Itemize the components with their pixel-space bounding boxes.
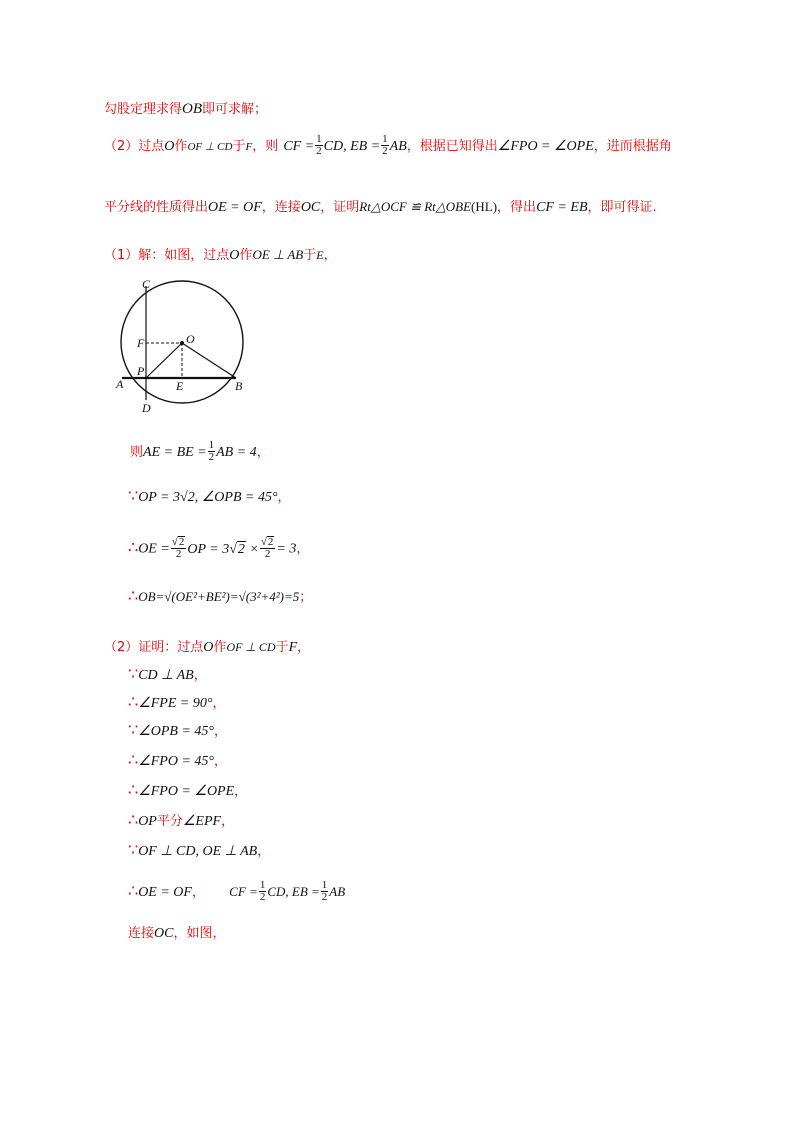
therefore-symbol: ∴ xyxy=(128,780,139,799)
part2-heading xyxy=(104,636,310,656)
intro-text: ，得出 xyxy=(497,200,537,215)
proof-text: ， xyxy=(234,784,248,799)
fraction-root2-over-2: $\frac{√2}{2}$ xyxy=(171,536,185,560)
intro-text: ，进而根据角 xyxy=(593,139,672,154)
therefore-symbol: ∴ xyxy=(128,810,139,829)
therefore-symbol: ∴ xyxy=(128,881,139,900)
therefore-symbol: ∴ xyxy=(128,537,139,557)
math-O: O xyxy=(203,640,214,655)
math-F: F xyxy=(245,141,253,153)
because-symbol: ∵ xyxy=(128,720,139,739)
proof-math: ∠EPF xyxy=(182,814,222,829)
fraction-root2-over-2: $\frac{√2}{2}$ xyxy=(260,536,274,560)
math-AB-4: AB = 4 xyxy=(216,445,257,460)
proof-text: ，如图， xyxy=(173,926,226,941)
math-E: E xyxy=(316,248,324,262)
step-text: ； xyxy=(299,590,313,605)
intro-text: 勾股定理求得 xyxy=(104,102,183,117)
proof-row-5 xyxy=(128,780,247,800)
proof-row-6 xyxy=(128,810,234,830)
step-4 xyxy=(128,586,312,605)
proof-row-9 xyxy=(128,922,225,942)
part1-heading xyxy=(104,244,337,264)
fraction-half: $\frac{1}{2}$ xyxy=(382,133,388,157)
intro-text: 过点 xyxy=(138,139,165,154)
proof-math: ∠FPE = 90° xyxy=(138,696,213,711)
part-text: 证明：过点 xyxy=(138,640,204,655)
math-HL: (HL) xyxy=(471,199,498,214)
math-AB: AB xyxy=(329,884,346,899)
math-O: O xyxy=(229,248,240,263)
math-CD-EB: CD, EB = xyxy=(267,884,320,899)
math-OP-angle: OP = 3√2, ∠OPB = 45° xyxy=(138,490,278,505)
part-text: 解：如图，过点 xyxy=(138,248,230,263)
intro-text: ，即可得证. xyxy=(587,200,657,215)
math-CD-EB: CD, EB = xyxy=(323,139,381,154)
math-AB: AB xyxy=(389,139,407,154)
math-AE-BE: AE = BE = xyxy=(143,445,207,460)
segment-OB xyxy=(182,343,236,378)
because-symbol: ∵ xyxy=(128,486,139,505)
label-F: F xyxy=(137,336,145,350)
intro-text: 作 xyxy=(174,139,188,154)
proof-text: ， xyxy=(257,844,271,859)
intro-line-1 xyxy=(104,98,267,118)
label-P: P xyxy=(137,364,145,378)
math-OP-eq: OP = 3√2 × xyxy=(187,541,259,557)
math-OB-result: OB=√(OE²+BE²)=√(3²+4²)=5 xyxy=(138,589,300,604)
label-D: D xyxy=(142,401,151,415)
proof-text: ， xyxy=(214,754,228,769)
part-text: 作 xyxy=(213,640,227,655)
therefore-symbol: ∴ xyxy=(128,586,139,605)
step-1 xyxy=(130,440,270,463)
intro-text: 即可求解； xyxy=(202,102,268,117)
step-text: ， xyxy=(256,445,270,460)
proof-math: ∠OPB = 45° xyxy=(138,724,214,739)
math-FPO-OPE: ∠FPO = ∠OPE xyxy=(497,139,594,154)
part-text: ， xyxy=(297,640,311,655)
proof-text: ， xyxy=(193,668,207,683)
math-eq-3: = 3 xyxy=(276,541,297,557)
proof-row-2 xyxy=(128,692,225,712)
proof-math: OP xyxy=(138,814,157,829)
part-label: （2） xyxy=(104,139,139,154)
label-O: O xyxy=(186,332,195,346)
proof-row-7 xyxy=(128,840,270,860)
intro-text: 平分线的性质得出 xyxy=(104,200,209,215)
part-text: 作 xyxy=(239,248,253,263)
step-3 xyxy=(128,536,309,560)
proof-math: OE = OF xyxy=(138,885,192,900)
intro-text: 于 xyxy=(232,139,246,154)
intro-text: ，证明 xyxy=(320,200,360,215)
part-text: 于 xyxy=(303,248,317,263)
proof-text: ， xyxy=(212,696,226,711)
fraction-half: $\frac{1}{2}$ xyxy=(259,879,266,903)
geometry-figure xyxy=(112,276,252,416)
proof-row-3 xyxy=(128,720,227,740)
proof-math: CD ⊥ AB xyxy=(138,668,194,683)
math-OC: OC xyxy=(300,200,321,215)
because-symbol: ∵ xyxy=(128,664,139,683)
intro-line-2 xyxy=(104,134,672,157)
therefore-symbol: ∴ xyxy=(128,692,139,711)
fraction-half: $\frac{1}{2}$ xyxy=(316,133,322,157)
math-congruent: Rt△OCF ≌ Rt△OBE xyxy=(359,199,472,214)
part-label: （2） xyxy=(104,640,139,655)
intro-text: ，则 xyxy=(252,139,279,154)
proof-row-1 xyxy=(128,664,207,684)
therefore-symbol: ∴ xyxy=(128,750,139,769)
math-OF-perp-CD: OF ⊥ CD xyxy=(187,141,233,153)
part-label: （1） xyxy=(104,248,139,263)
math-OB: OB xyxy=(182,101,203,117)
proof-math: ∠FPO = ∠OPE xyxy=(138,784,235,799)
math-OE-eq: OE = xyxy=(138,541,170,557)
math-OE-OF: OE = OF xyxy=(208,200,262,215)
math-CF-eq: CF = xyxy=(229,884,258,899)
center-O xyxy=(180,341,184,345)
label-B: B xyxy=(235,379,243,393)
proof-row-8 xyxy=(128,880,345,903)
math-CF-eq: CF = xyxy=(283,139,315,154)
label-E: E xyxy=(176,379,184,393)
proof-math: OF ⊥ CD, OE ⊥ AB xyxy=(138,844,258,859)
proof-text: 平分 xyxy=(156,814,183,829)
math-OF-perp-CD: OF ⊥ CD xyxy=(226,640,276,654)
step-2 xyxy=(128,486,291,506)
part-text: 于 xyxy=(275,640,289,655)
step-text: ， xyxy=(277,490,291,505)
proof-text: 连接 xyxy=(128,926,155,941)
math-CF-EB: CF = EB xyxy=(536,200,588,215)
because-symbol: ∵ xyxy=(128,840,139,859)
proof-math: ∠FPO = 45° xyxy=(138,754,214,769)
math-F: F xyxy=(288,640,298,655)
proof-row-4 xyxy=(128,750,227,770)
fraction-half: $\frac{1}{2}$ xyxy=(321,879,328,903)
proof-text: ， xyxy=(221,814,235,829)
proof-text: ， xyxy=(214,724,228,739)
intro-text: ，连接 xyxy=(261,200,301,215)
step-text: ， xyxy=(296,541,310,557)
step-text: 则 xyxy=(130,445,144,460)
proof-text: ， xyxy=(191,885,205,900)
intro-line-3 xyxy=(104,196,657,216)
proof-math: OC xyxy=(154,926,174,941)
part-text: ， xyxy=(323,248,337,263)
math-OE-perp-AB: OE ⊥ AB xyxy=(252,247,304,262)
math-O: O xyxy=(164,139,175,154)
segment-PO xyxy=(146,343,182,378)
label-A: A xyxy=(116,377,124,391)
fraction-half: $\frac{1}{2}$ xyxy=(208,439,215,463)
label-C: C xyxy=(142,277,151,291)
intro-text: ，根据已知得出 xyxy=(406,139,498,154)
